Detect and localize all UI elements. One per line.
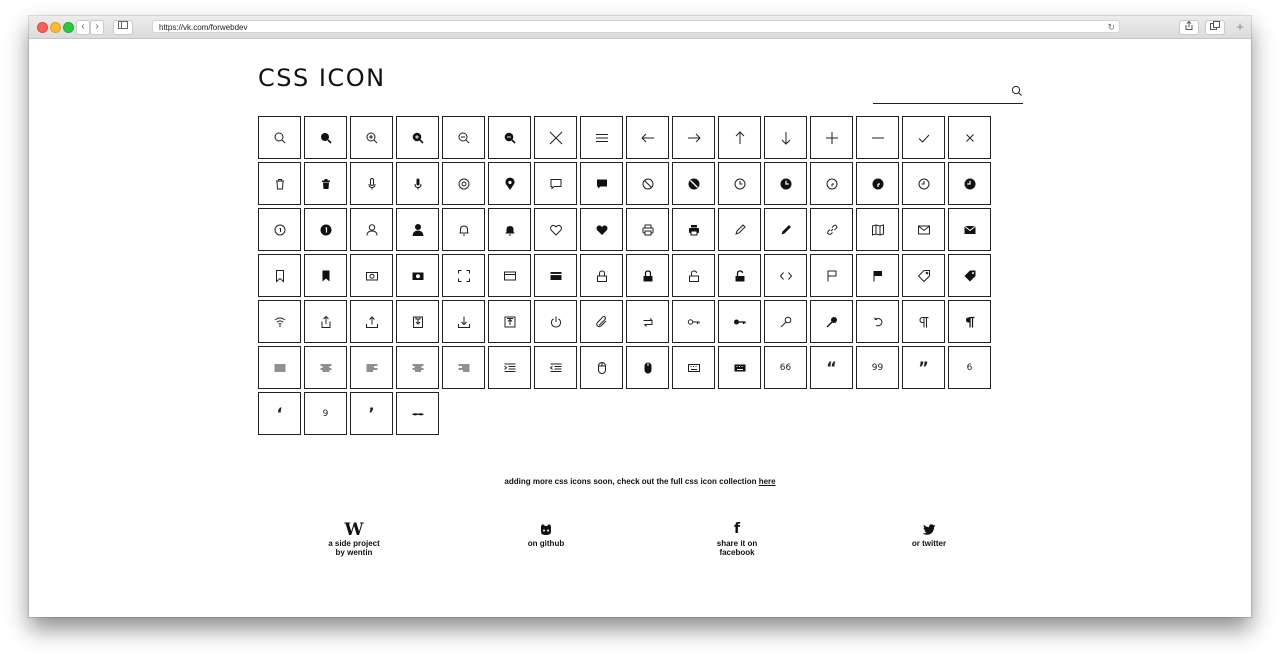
icon-tile-key-solid[interactable] xyxy=(718,300,761,343)
url-text: https://vk.com/forwebdev xyxy=(159,23,248,32)
icon-tile-arrow-up[interactable] xyxy=(718,116,761,159)
mouse-solid-icon xyxy=(641,361,655,375)
quote-single-close-solid-icon: ’ xyxy=(368,404,375,423)
icon-tile-clock[interactable] xyxy=(718,162,761,205)
download-icon xyxy=(457,315,471,329)
clock-small-icon xyxy=(273,223,287,237)
clock-solid-icon xyxy=(779,177,793,191)
loop-icon xyxy=(641,315,655,329)
unlock-solid-icon xyxy=(733,269,747,283)
icon-tile-quote-single-close-solid[interactable] xyxy=(350,392,393,435)
page-content xyxy=(29,39,1251,617)
icon-tile-keyboard-solid[interactable] xyxy=(718,346,761,389)
keyboard-icon xyxy=(687,361,701,375)
icon-tile-clock-small[interactable] xyxy=(258,208,301,251)
flag-icon xyxy=(825,269,839,283)
bookmark-icon xyxy=(273,269,287,283)
icon-tile-spoon-solid[interactable] xyxy=(810,300,853,343)
address-bar[interactable] xyxy=(152,20,1120,33)
user-solid-icon xyxy=(411,223,425,237)
icon-tile-loop[interactable] xyxy=(626,300,669,343)
mouse-icon xyxy=(595,361,609,375)
icon-tile-lock-solid[interactable] xyxy=(626,254,669,297)
trash-icon xyxy=(273,177,287,191)
icon-tile-search-solid[interactable] xyxy=(304,116,347,159)
credit-card-solid-icon xyxy=(549,269,563,283)
clock-small-solid-icon xyxy=(319,223,333,237)
align-left-icon xyxy=(365,361,379,375)
icon-tile-clock-solid[interactable] xyxy=(764,162,807,205)
icon-tile-indent[interactable] xyxy=(488,346,531,389)
sidebar-icon xyxy=(118,21,128,29)
icon-tile-mail-solid[interactable] xyxy=(948,208,991,251)
icon-tile-comment[interactable] xyxy=(534,162,577,205)
page-title: CSS ICON xyxy=(258,64,386,92)
plus-icon xyxy=(825,131,839,145)
icon-tile-lock[interactable] xyxy=(580,254,623,297)
new-tab-button[interactable]: + xyxy=(1236,19,1244,34)
icon-tile-minus[interactable] xyxy=(856,116,899,159)
minimize-window-button[interactable] xyxy=(50,22,61,33)
wentin-line2: by wentin xyxy=(335,548,373,557)
close-small-icon xyxy=(963,131,977,145)
zoom-in-icon xyxy=(365,131,379,145)
icon-tile-map[interactable] xyxy=(856,208,899,251)
icon-tile-clock-left[interactable] xyxy=(902,162,945,205)
microphone-icon xyxy=(365,177,379,191)
search-icon[interactable] xyxy=(1011,84,1023,96)
icon-tile-power[interactable] xyxy=(534,300,577,343)
share-icon xyxy=(1185,21,1193,30)
facebook-line2: facebook xyxy=(719,548,755,557)
browser-toolbar xyxy=(29,16,1251,39)
heart-solid-icon xyxy=(595,223,609,237)
icon-tile-printer-solid[interactable] xyxy=(672,208,715,251)
key-solid-icon xyxy=(733,315,747,329)
github-icon xyxy=(476,521,616,537)
tag-icon xyxy=(917,269,931,283)
wentin-logo-icon: W xyxy=(344,520,364,540)
icon-tile-align-center[interactable] xyxy=(396,346,439,389)
spoon-solid-icon xyxy=(825,315,839,329)
search-icon xyxy=(273,131,287,145)
icon-tile-zoom-in-solid[interactable] xyxy=(396,116,439,159)
notice-message: adding more css icons soon, check out the full css icon collection xyxy=(504,477,759,486)
icon-tile-arrow-down[interactable] xyxy=(764,116,807,159)
align-justify-icon xyxy=(273,361,287,375)
icon-tile-quote-open-solid[interactable] xyxy=(810,346,853,389)
printer-icon xyxy=(641,223,655,237)
icon-tile-quote-single-open[interactable] xyxy=(948,346,991,389)
wifi-icon xyxy=(273,315,287,329)
icon-tile-pencil-solid[interactable] xyxy=(764,208,807,251)
icon-tile-zoom-in[interactable] xyxy=(350,116,393,159)
user-icon xyxy=(365,223,379,237)
icon-tile-align-justify-alt[interactable] xyxy=(304,346,347,389)
facebook-line1: share it on xyxy=(716,539,758,548)
code-icon xyxy=(779,269,793,283)
icon-tile-zoom-out[interactable] xyxy=(442,116,485,159)
icon-tile-close-large[interactable] xyxy=(534,116,577,159)
browser-window xyxy=(29,16,1251,617)
icon-tile-share[interactable] xyxy=(304,300,347,343)
comment-icon xyxy=(549,177,563,191)
flag-solid-icon xyxy=(871,269,885,283)
clock-alt-solid-icon xyxy=(871,177,885,191)
unlock-icon xyxy=(687,269,701,283)
icon-tile-plus[interactable] xyxy=(810,116,853,159)
align-right-icon xyxy=(457,361,471,375)
icon-tile-bell-solid[interactable] xyxy=(488,208,531,251)
search-solid-icon xyxy=(319,131,333,145)
microphone-solid-icon xyxy=(411,177,425,191)
map-icon xyxy=(871,223,885,237)
camera-icon xyxy=(365,269,379,283)
collection-link[interactable]: here xyxy=(758,477,776,486)
lock-icon xyxy=(595,269,609,283)
icon-tile-microphone-solid[interactable] xyxy=(396,162,439,205)
ban-solid-icon xyxy=(687,177,701,191)
spoon-icon xyxy=(779,315,793,329)
icon-tile-comment-solid[interactable] xyxy=(580,162,623,205)
zoom-out-solid-icon xyxy=(503,131,517,145)
credit-card-icon xyxy=(503,269,517,283)
icon-tile-clock-small-solid[interactable] xyxy=(304,208,347,251)
back-button[interactable]: ‹ xyxy=(76,20,90,35)
quote-single-open-icon: 6 xyxy=(966,362,973,373)
icon-tile-clock-alt[interactable] xyxy=(810,162,853,205)
upload-icon xyxy=(365,315,379,329)
key-icon xyxy=(687,315,701,329)
share-button[interactable] xyxy=(1179,20,1199,35)
github-label: on github xyxy=(527,539,565,548)
bell-icon xyxy=(457,223,471,237)
paperclip-icon xyxy=(595,315,609,329)
icon-tile-unlock-solid[interactable] xyxy=(718,254,761,297)
icon-tile-zoom-out-solid[interactable] xyxy=(488,116,531,159)
icon-tile-location-solid[interactable] xyxy=(488,162,531,205)
icon-tile-menu[interactable] xyxy=(580,116,623,159)
icon-tile-quote-single-open-solid[interactable] xyxy=(258,392,301,435)
pencil-solid-icon xyxy=(779,223,793,237)
icon-tile-quote-close[interactable] xyxy=(856,346,899,389)
wentin-link[interactable] xyxy=(284,521,424,557)
link-icon xyxy=(825,223,839,237)
icon-tile-mustache[interactable] xyxy=(396,392,439,435)
bell-solid-icon xyxy=(503,223,517,237)
icon-tile-trash-solid[interactable] xyxy=(304,162,347,205)
printer-solid-icon xyxy=(687,223,701,237)
lock-solid-icon xyxy=(641,269,655,283)
sidebar-toggle-button[interactable] xyxy=(113,20,133,35)
tabs-icon xyxy=(1210,21,1220,30)
close-window-button[interactable] xyxy=(37,22,48,33)
power-icon xyxy=(549,315,563,329)
icon-tile-ban[interactable] xyxy=(626,162,669,205)
icon-tile-ban-solid[interactable] xyxy=(672,162,715,205)
github-link[interactable] xyxy=(476,521,616,548)
icon-tile-heart[interactable] xyxy=(534,208,577,251)
quote-close-icon: 99 xyxy=(871,362,884,373)
search-input[interactable] xyxy=(873,83,1007,103)
bookmark-solid-icon xyxy=(319,269,333,283)
upload-box-icon xyxy=(503,315,517,329)
icon-tile-spoon[interactable] xyxy=(764,300,807,343)
icon-tile-undo[interactable] xyxy=(856,300,899,343)
icon-tile-flag[interactable] xyxy=(810,254,853,297)
icon-tile-upload-box[interactable] xyxy=(488,300,531,343)
icon-tile-credit-card[interactable] xyxy=(488,254,531,297)
icon-tile-save[interactable] xyxy=(396,300,439,343)
icon-tile-align-left[interactable] xyxy=(350,346,393,389)
align-justify-alt-icon xyxy=(319,361,333,375)
show-tabs-button[interactable] xyxy=(1205,20,1225,35)
icon-tile-user[interactable] xyxy=(350,208,393,251)
outdent-icon xyxy=(549,361,563,375)
icon-tile-paragraph-solid[interactable] xyxy=(948,300,991,343)
icon-tile-paperclip[interactable] xyxy=(580,300,623,343)
icon-tile-arrow-left[interactable] xyxy=(626,116,669,159)
paragraph-solid-icon xyxy=(963,315,977,329)
save-icon xyxy=(411,315,425,329)
tag-solid-icon xyxy=(963,269,977,283)
reload-icon[interactable]: ↻ xyxy=(1107,22,1115,32)
mustache-icon xyxy=(411,407,425,421)
zoom-in-solid-icon xyxy=(411,131,425,145)
icon-tile-quote-single-close[interactable] xyxy=(304,392,347,435)
zoom-out-icon xyxy=(457,131,471,145)
icon-tile-fullscreen[interactable] xyxy=(442,254,485,297)
twitter-link[interactable] xyxy=(859,521,999,548)
icon-tile-paragraph[interactable] xyxy=(902,300,945,343)
quote-open-solid-icon: “ xyxy=(826,358,837,377)
menu-icon xyxy=(595,131,609,145)
clock-alt-icon xyxy=(825,177,839,191)
icon-tile-clock-left-solid[interactable] xyxy=(948,162,991,205)
icon-tile-camera[interactable] xyxy=(350,254,393,297)
icon-tile-check[interactable] xyxy=(902,116,945,159)
heart-icon xyxy=(549,223,563,237)
icon-tile-pencil[interactable] xyxy=(718,208,761,251)
paragraph-icon xyxy=(917,315,931,329)
icon-tile-quote-close-solid[interactable] xyxy=(902,346,945,389)
icon-tile-arrow-right[interactable] xyxy=(672,116,715,159)
icon-tile-microphone[interactable] xyxy=(350,162,393,205)
keyboard-solid-icon xyxy=(733,361,747,375)
twitter-label: or twitter xyxy=(911,539,947,548)
arrow-up-icon xyxy=(733,131,747,145)
icon-tile-credit-card-solid[interactable] xyxy=(534,254,577,297)
icon-tile-user-solid[interactable] xyxy=(396,208,439,251)
icon-tile-outdent[interactable] xyxy=(534,346,577,389)
minus-icon xyxy=(871,131,885,145)
icon-tile-mail[interactable] xyxy=(902,208,945,251)
facebook-link[interactable] xyxy=(667,521,807,557)
quote-single-open-solid-icon: ‘ xyxy=(276,404,283,423)
icon-tile-heart-solid[interactable] xyxy=(580,208,623,251)
pencil-icon xyxy=(733,223,747,237)
icon-tile-clock-alt-solid[interactable] xyxy=(856,162,899,205)
wentin-line1: a side project xyxy=(328,539,380,548)
camera-solid-icon xyxy=(411,269,425,283)
indent-icon xyxy=(503,361,517,375)
icon-tile-upload[interactable] xyxy=(350,300,393,343)
icon-tile-keyboard[interactable] xyxy=(672,346,715,389)
icon-tile-close-small[interactable] xyxy=(948,116,991,159)
icon-grid xyxy=(258,116,1028,435)
icon-tile-mouse-solid[interactable] xyxy=(626,346,669,389)
maximize-window-button[interactable] xyxy=(63,22,74,33)
quote-single-close-icon: 9 xyxy=(322,408,329,419)
icon-tile-trash[interactable] xyxy=(258,162,301,205)
icon-tile-key[interactable] xyxy=(672,300,715,343)
mail-solid-icon xyxy=(963,223,977,237)
icon-tile-quote-open[interactable] xyxy=(764,346,807,389)
arrow-left-icon xyxy=(641,131,655,145)
clock-icon xyxy=(733,177,747,191)
notice-text xyxy=(29,477,1251,486)
icon-tile-flag-solid[interactable] xyxy=(856,254,899,297)
icon-tile-unlock[interactable] xyxy=(672,254,715,297)
undo-icon xyxy=(871,315,885,329)
trash-solid-icon xyxy=(319,177,333,191)
icon-tile-bookmark-solid[interactable] xyxy=(304,254,347,297)
arrow-right-icon xyxy=(687,131,701,145)
icon-tile-tag-solid[interactable] xyxy=(948,254,991,297)
quote-open-icon: 66 xyxy=(779,362,792,373)
icon-tile-location[interactable] xyxy=(442,162,485,205)
facebook-icon: f xyxy=(733,521,741,537)
icon-tile-bookmark[interactable] xyxy=(258,254,301,297)
icon-tile-bell[interactable] xyxy=(442,208,485,251)
mail-icon xyxy=(917,223,931,237)
icon-tile-search[interactable] xyxy=(258,116,301,159)
forward-button[interactable]: › xyxy=(90,20,104,35)
close-large-icon xyxy=(549,131,563,145)
clock-left-icon xyxy=(917,177,931,191)
fullscreen-icon xyxy=(457,269,471,283)
icon-tile-align-right[interactable] xyxy=(442,346,485,389)
align-center-icon xyxy=(411,361,425,375)
check-icon xyxy=(917,131,931,145)
location-icon xyxy=(457,177,471,191)
icon-tile-printer[interactable] xyxy=(626,208,669,251)
icon-tile-camera-solid[interactable] xyxy=(396,254,439,297)
icon-tile-mouse[interactable] xyxy=(580,346,623,389)
search-box xyxy=(873,83,1023,104)
icon-tile-download[interactable] xyxy=(442,300,485,343)
icon-tile-link[interactable] xyxy=(810,208,853,251)
location-solid-icon xyxy=(503,177,517,191)
icon-tile-tag[interactable] xyxy=(902,254,945,297)
share-icon xyxy=(319,315,333,329)
quote-close-solid-icon: ” xyxy=(918,358,929,377)
ban-icon xyxy=(641,177,655,191)
icon-tile-code[interactable] xyxy=(764,254,807,297)
twitter-icon xyxy=(859,521,999,537)
clock-left-solid-icon xyxy=(963,177,977,191)
icon-tile-align-justify[interactable] xyxy=(258,346,301,389)
icon-tile-wifi[interactable] xyxy=(258,300,301,343)
comment-solid-icon xyxy=(595,177,609,191)
arrow-down-icon xyxy=(779,131,793,145)
